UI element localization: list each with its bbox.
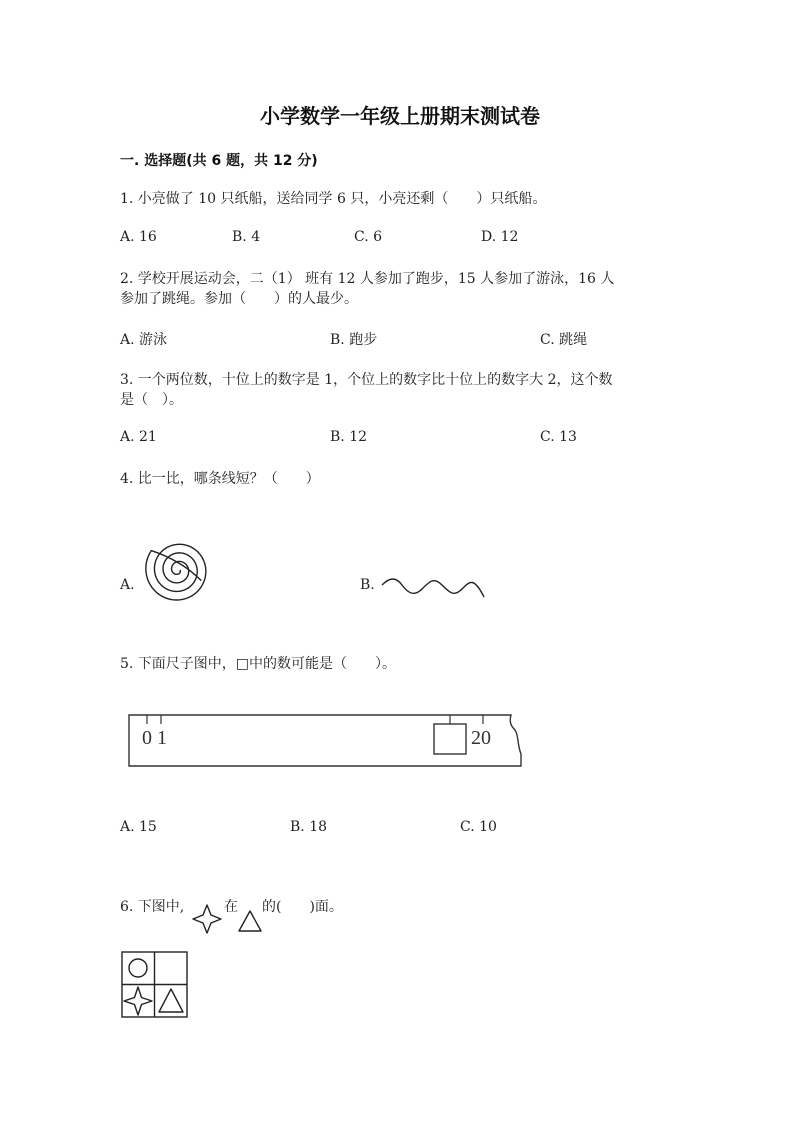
question-6-text-b: 在: [224, 899, 238, 915]
q4-option-a[interactable]: A.: [120, 577, 135, 593]
q3-option-a[interactable]: A. 21: [120, 429, 157, 445]
page-title: 小学数学一年级上册期末测试卷: [260, 104, 540, 128]
four-point-star-icon: [192, 904, 222, 934]
ruler-label-0: 0: [142, 727, 152, 749]
question-3-line-2: 是（ ）。: [120, 392, 183, 408]
q1-option-a[interactable]: A. 16: [120, 229, 157, 245]
q1-option-c[interactable]: C. 6: [354, 229, 383, 245]
q2-option-a[interactable]: A. 游泳: [120, 332, 168, 348]
question-1-text: 1. 小亮做了 10 只纸船，送给同学 6 只，小亮还剩（ ）只纸船。: [120, 191, 547, 207]
ruler-figure: [125, 710, 525, 772]
grid-triangle-icon: [159, 989, 183, 1012]
q5-option-c[interactable]: C. 10: [460, 819, 497, 835]
ruler-label-1: 1: [157, 727, 167, 749]
question-2-line-1: 2. 学校开展运动会，二（1） 班有 12 人参加了跑步，15 人参加了游泳，16 人: [120, 271, 615, 287]
question-2-line-2: 参加了跳绳。参加（ ）的人最少。: [120, 291, 358, 307]
q5-option-b[interactable]: B. 18: [290, 819, 328, 835]
spiral-line-icon: [140, 525, 240, 605]
question-6-text-a: 6. 下图中,: [120, 899, 185, 915]
position-grid: [121, 951, 189, 1019]
question-4-text: 4. 比一比，哪条线短？（ ）: [120, 471, 320, 487]
q1-option-d[interactable]: D. 12: [481, 229, 519, 245]
circle-icon: [129, 959, 147, 977]
question-3-line-1: 3. 一个两位数，十位上的数字是 1，个位上的数字比十位上的数字大 2，这个数: [120, 372, 613, 388]
grid-star-icon: [124, 987, 152, 1015]
section-title: 一. 选择题(共 6 题，共 12 分): [120, 153, 318, 169]
q3-option-b[interactable]: B. 12: [330, 429, 368, 445]
q3-option-c[interactable]: C. 13: [540, 429, 577, 445]
q4-option-b[interactable]: B.: [360, 577, 375, 593]
q5-option-a[interactable]: A. 15: [120, 819, 157, 835]
ruler-label-20: 20: [471, 727, 491, 749]
triangle-icon: [237, 909, 263, 933]
question-5-text: 5. 下面尺子图中，□中的数可能是（ ）。: [120, 656, 397, 672]
q1-option-b[interactable]: B. 4: [232, 229, 261, 245]
wavy-line-icon: [380, 575, 490, 605]
q2-option-c[interactable]: C. 跳绳: [540, 332, 588, 348]
answer-box: [434, 724, 466, 754]
q2-option-b[interactable]: B. 跑步: [330, 332, 378, 348]
question-6-text-c: 的( )面。: [262, 899, 343, 915]
